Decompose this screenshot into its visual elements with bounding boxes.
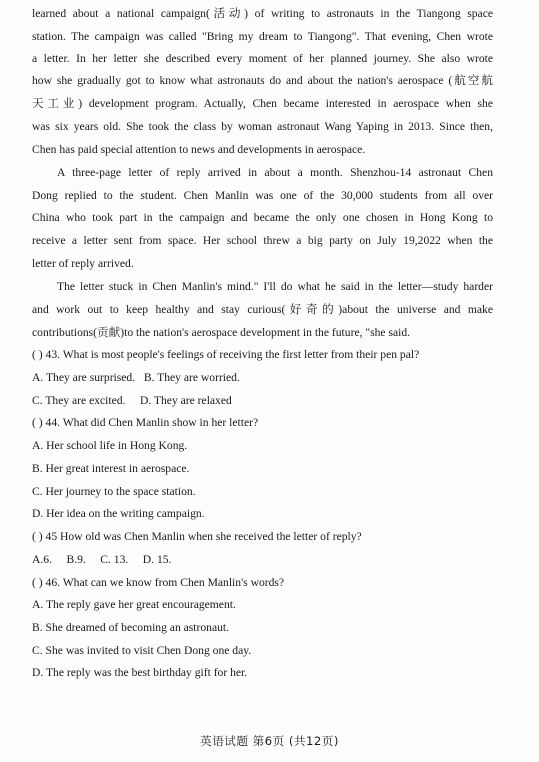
question-44-option-b: B. Her great interest in aerospace. [32,462,190,475]
passage-line: station. The campaign was called "Bring my dream to Tiangong". That evening, Chen wrote [32,30,493,43]
question-46-option-c: C. She was invited to visit Chen Dong one day. [32,644,252,657]
passage-line: Dong replied to the student. Chen Manlin was one of the 30,000 students from all over [32,189,493,202]
question-43-options: C. They are excited. D. They are relaxed [32,394,232,407]
passage-line: and work out to keep healthy and stay curious(好奇的)about the universe and make [32,303,493,316]
passage-line: letter of reply arrived. [32,257,134,270]
passage-line: 天工业) development program. Actually, Chen became interested in aerospace when she [32,97,493,110]
question-46-option-d: D. The reply was the best birthday gift for her. [32,666,248,679]
question-46-option-b: B. She dreamed of becoming an astronaut. [32,621,230,634]
question-43-options: A. They are surprised. B. They are worried. [32,371,240,384]
passage-line: A three-page letter of reply arrived in about a month. Shenzhou-14 astronaut Chen [57,166,493,179]
passage-line: Chen has paid special attention to news and developments in aerospace. [32,143,366,156]
question-43-stem: ( ) 43. What is most people's feelings of receiving the first letter from their pen pal? [32,348,420,361]
question-46-option-a: A. The reply gave her great encouragement. [32,598,236,611]
question-45-options: A.6. B.9. C. 13. D. 15. [32,553,172,566]
passage-line: was six years old. She took the class by woman astronaut Wang Yaping in 2013. Since then, [32,120,493,133]
question-44-stem: ( ) 44. What did Chen Manlin show in her letter? [32,416,259,429]
question-46-stem: ( ) 46. What can we know from Chen Manlin's words? [32,576,285,589]
passage-line: The letter stuck in Chen Manlin's mind." I'll do what he said in the letter—study harder [57,280,493,293]
passage-line: learned about a national campaign(活动) of writing to astronauts in the Tiangong space [32,7,493,20]
passage-line: a letter. In her letter she described every moment of her planned journey. She also wrote [32,52,493,65]
question-44-option-d: D. Her idea on the writing campaign. [32,507,205,520]
question-45-stem: ( ) 45 How old was Chen Manlin when she received the letter of reply? [32,530,362,543]
passage-line: contributions(贡献)to the nation's aerospace development in the future, "she said. [32,326,411,339]
passage-line: China who took part in the campaign and became the only one chosen in Hong Kong to [32,211,493,224]
question-44-option-c: C. Her journey to the space station. [32,485,196,498]
page-footer: 英语试题 第6页 (共12页) [200,734,339,748]
passage-line: how she gradually got to know what astronauts do and about the nation's aerospace (航空航 [32,74,493,87]
passage-line: receive a letter sent from space. Her school threw a big party on July 19,2022 when the [32,234,493,247]
question-44-option-a: A. Her school life in Hong Kong. [32,439,188,452]
